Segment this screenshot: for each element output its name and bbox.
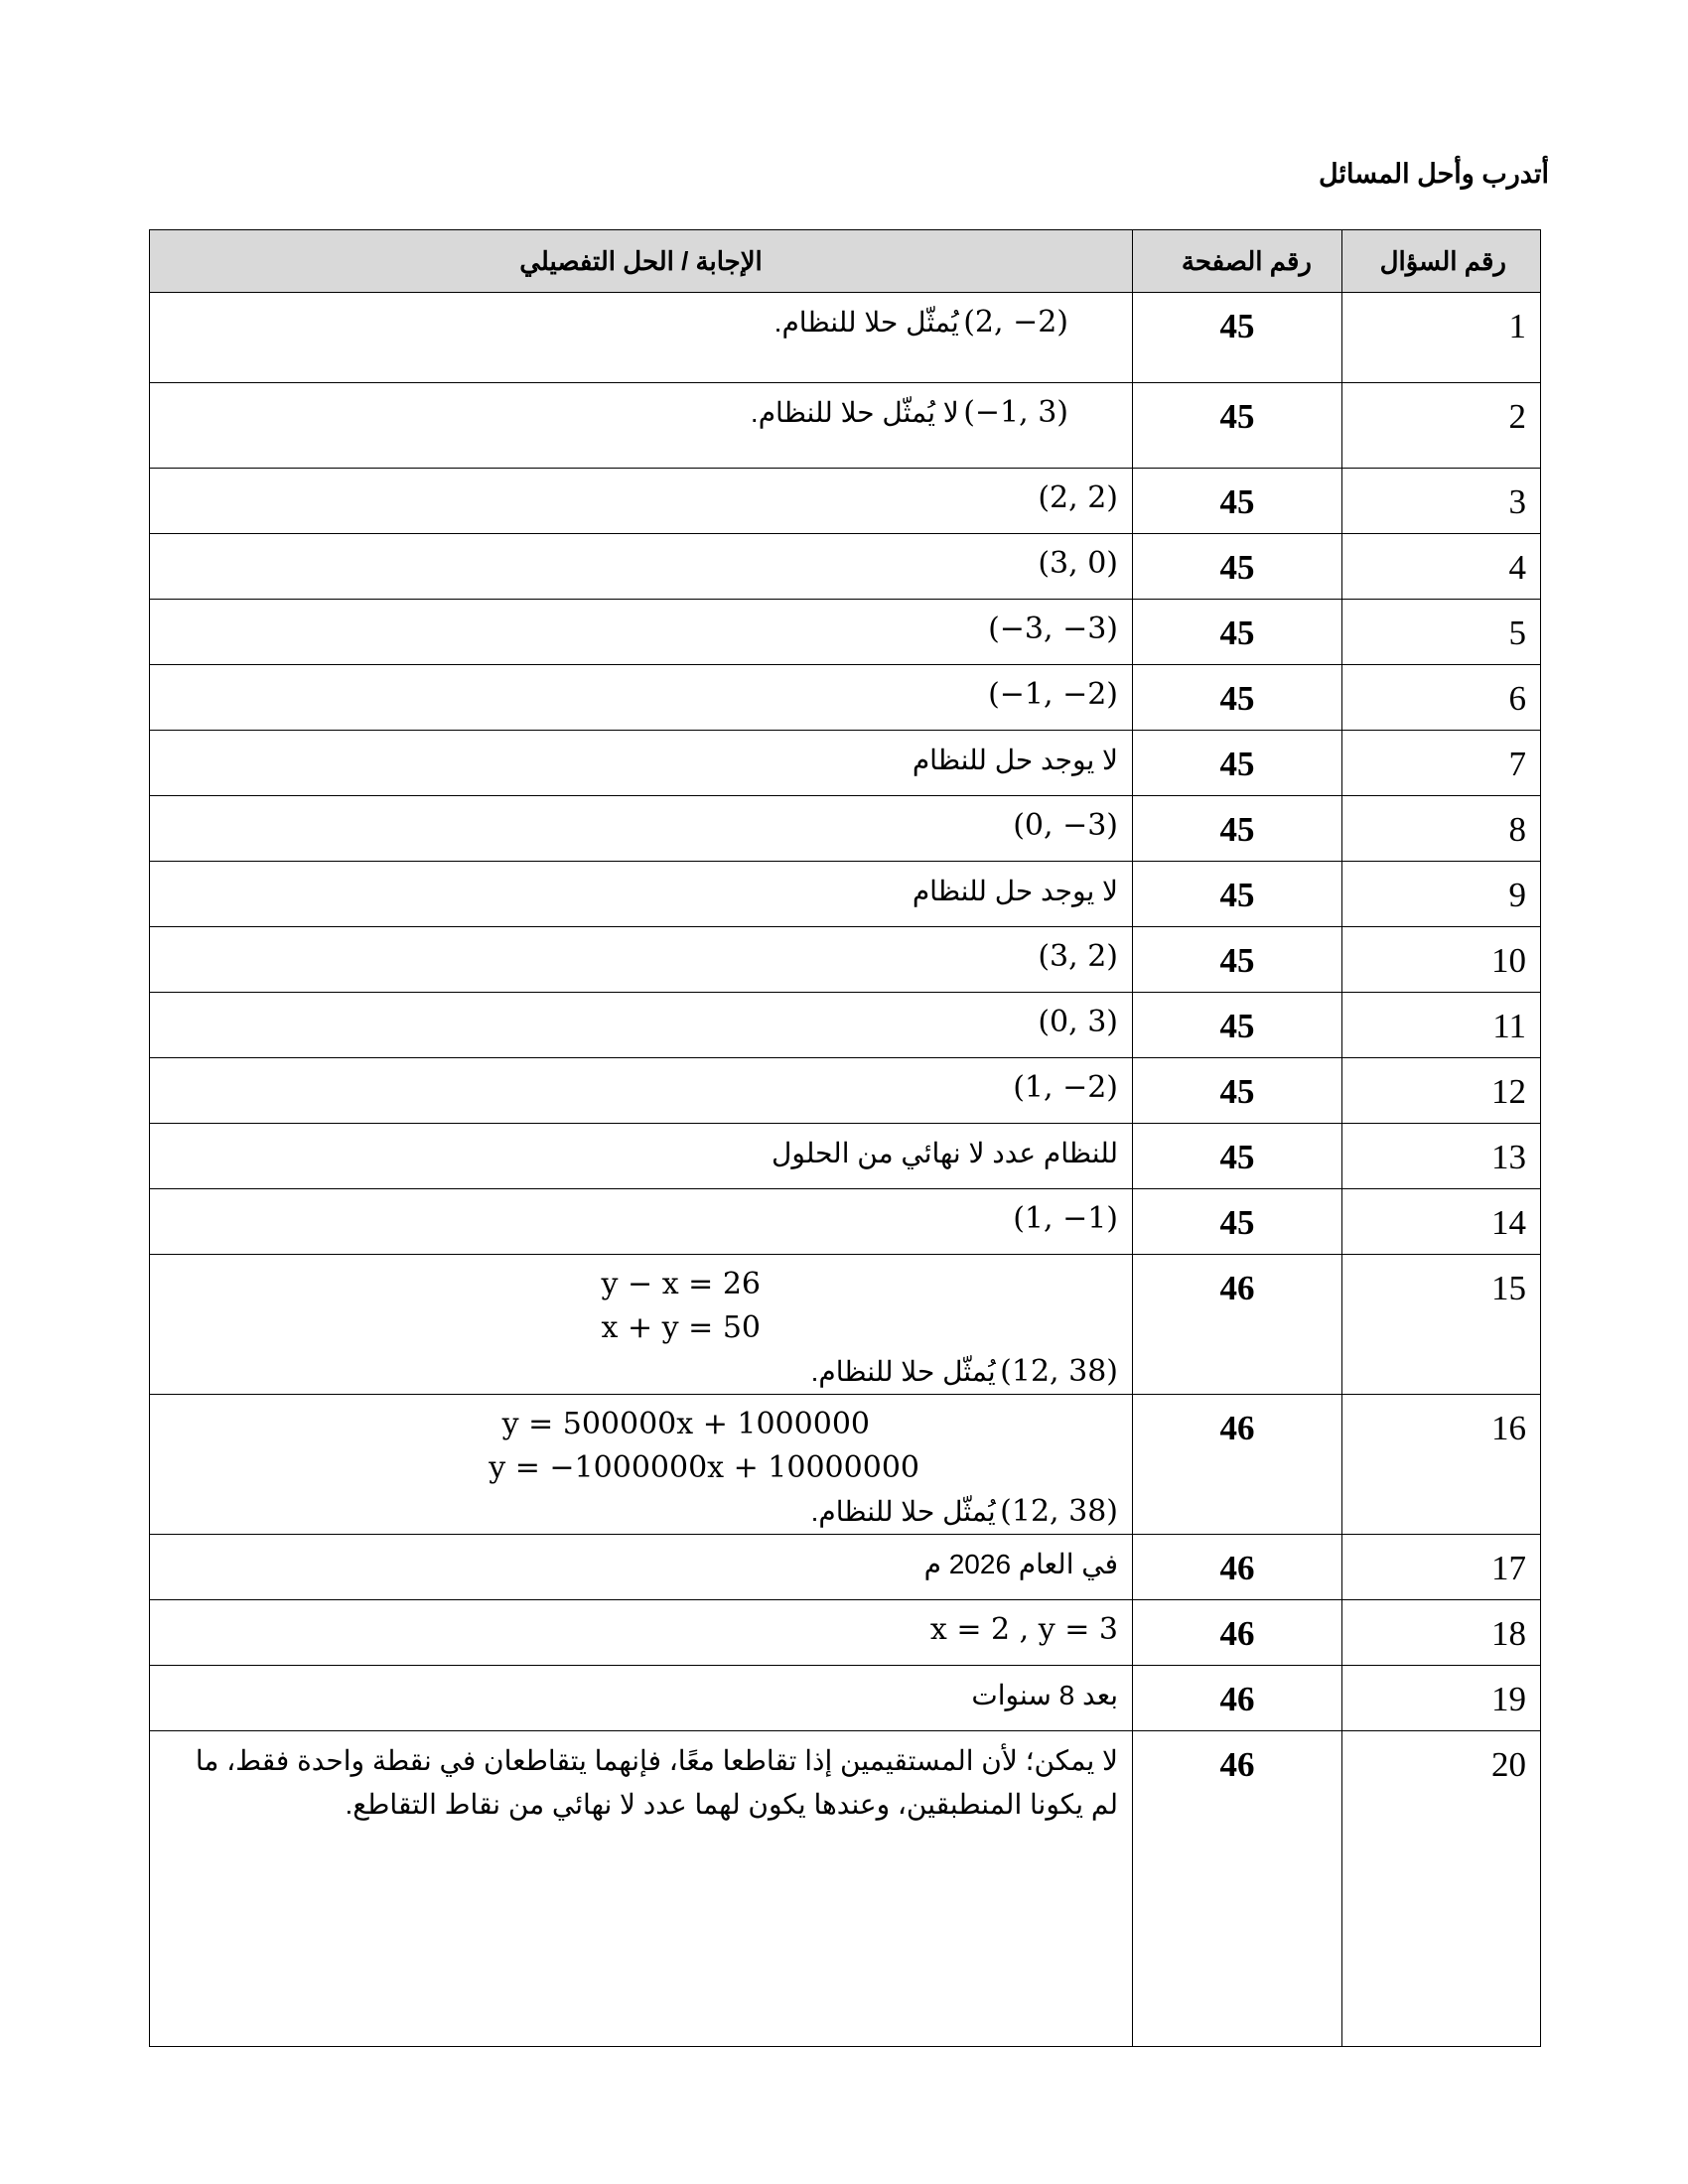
answer-cell: [150, 1600, 1133, 1666]
answer-math: (1, −1): [1013, 1201, 1118, 1236]
answer-cell: [150, 1666, 1133, 1731]
table-row: [150, 1255, 1541, 1395]
table-row: [150, 383, 1541, 469]
answer-math: (12, 38): [1000, 1354, 1118, 1389]
table-row: [150, 600, 1541, 665]
answer-cell: [150, 665, 1133, 731]
table-header-row: [150, 230, 1541, 293]
table-row: [150, 1666, 1541, 1731]
answer-cell: [150, 1189, 1133, 1255]
answer-math: (−1, 3): [963, 395, 1068, 430]
question-number: 8: [1342, 796, 1541, 862]
page-number: 45: [1133, 293, 1342, 383]
answer-math: (1, −2): [1013, 1070, 1118, 1105]
table-row: [150, 293, 1541, 383]
answer-math: (−1, −2): [988, 677, 1118, 712]
table-row: [150, 1395, 1541, 1535]
header-question-number: رقم السؤال: [1342, 230, 1541, 293]
question-number: 16: [1342, 1395, 1541, 1535]
table-row: [150, 469, 1541, 534]
answer-math: (12, 38): [1000, 1494, 1118, 1529]
table-row: [150, 1058, 1541, 1124]
question-number: 15: [1342, 1255, 1541, 1395]
answer-cell: [150, 600, 1133, 665]
page-number: 45: [1133, 796, 1342, 862]
answer-cell: [150, 383, 1133, 469]
page-number: 45: [1133, 927, 1342, 993]
answer-text: لا يوجد حل للنظام: [912, 876, 1118, 906]
table-row: [150, 862, 1541, 927]
page-number: 45: [1133, 469, 1342, 534]
table-row: [150, 731, 1541, 796]
table-row: [150, 1731, 1541, 2047]
question-number: 18: [1342, 1600, 1541, 1666]
page-number: 45: [1133, 383, 1342, 469]
answer-math: (2, −2): [963, 305, 1068, 340]
answer-text: للنظام عدد لا نهائي من الحلول: [772, 1138, 1118, 1168]
answer-equation: y = −1000000x + 10000000: [489, 1450, 919, 1485]
question-number: 17: [1342, 1535, 1541, 1600]
answer-text: بعد 8 سنوات: [971, 1680, 1118, 1710]
question-number: 1: [1342, 293, 1541, 383]
answer-equation: y − x = 26: [601, 1267, 761, 1301]
header-page-number: رقم الصفحة: [1133, 230, 1342, 293]
page-number: 45: [1133, 600, 1342, 665]
page-number: 45: [1133, 534, 1342, 600]
question-number: 7: [1342, 731, 1541, 796]
table-row: [150, 1600, 1541, 1666]
page-number: 46: [1133, 1535, 1342, 1600]
table-row: [150, 665, 1541, 731]
question-number: 2: [1342, 383, 1541, 469]
answer-cell: [150, 731, 1133, 796]
table-row: [150, 796, 1541, 862]
answer-cell: [150, 293, 1133, 383]
page-number: 46: [1133, 1666, 1342, 1731]
question-number: 10: [1342, 927, 1541, 993]
answer-cell: [150, 1395, 1133, 1535]
answer-equation: y = 500000x + 1000000: [501, 1407, 870, 1441]
answer-math: x = 2 , y = 3: [929, 1612, 1118, 1647]
table-row: [150, 1124, 1541, 1189]
page-number: 46: [1133, 1600, 1342, 1666]
page-number: 46: [1133, 1395, 1342, 1535]
table-row: [150, 927, 1541, 993]
table-row: [150, 993, 1541, 1058]
page-number: 45: [1133, 665, 1342, 731]
page-number: 45: [1133, 1058, 1342, 1124]
page-number: 45: [1133, 1189, 1342, 1255]
answer-cell: [150, 796, 1133, 862]
answer-text: في العام 2026 م: [923, 1549, 1118, 1579]
answer-cell: [150, 1058, 1133, 1124]
page-number: 46: [1133, 1731, 1342, 2047]
table-row: [150, 534, 1541, 600]
header-answer: الإجابة / الحل التفصيلي: [150, 230, 1133, 293]
answer-cell: [150, 1535, 1133, 1600]
answer-text: لا يُمثّل حلا للنظام.: [750, 397, 959, 428]
answer-cell: [150, 927, 1133, 993]
question-number: 19: [1342, 1666, 1541, 1731]
table-row: [150, 1535, 1541, 1600]
answer-math: (3, 2): [1038, 939, 1118, 974]
table-row: [150, 1189, 1541, 1255]
question-number: 3: [1342, 469, 1541, 534]
answer-math: (3, 0): [1038, 546, 1118, 581]
page-number: 46: [1133, 1255, 1342, 1395]
answer-text: يُمثّل حلا للنظام.: [810, 1496, 996, 1527]
question-number: 11: [1342, 993, 1541, 1058]
page-number: 45: [1133, 731, 1342, 796]
question-number: 13: [1342, 1124, 1541, 1189]
answer-equation: x + y = 50: [601, 1310, 761, 1345]
answer-cell: [150, 1731, 1133, 2047]
question-number: 6: [1342, 665, 1541, 731]
answer-cell: [150, 862, 1133, 927]
question-number: 5: [1342, 600, 1541, 665]
answer-math: (0, −3): [1013, 808, 1118, 843]
answer-math: (0, 3): [1038, 1005, 1118, 1039]
page-title: أتدرب وأحل المسائل: [1319, 159, 1549, 189]
page-number: 45: [1133, 993, 1342, 1058]
answer-text: لا يمكن؛ لأن المستقيمين إذا تقاطعا معًا، فإنهما يتقاطعان في نقطة واحدة فقط، ما لم يكونا المنطبقين، وعندها يكون لهما عدد لا نهائي من نقاط التقاطع.: [195, 1745, 1118, 1820]
answer-math: (2, 2): [1038, 480, 1118, 515]
answer-cell: [150, 469, 1133, 534]
question-number: 14: [1342, 1189, 1541, 1255]
page-number: 45: [1133, 1124, 1342, 1189]
answer-text: يُمثّل حلا للنظام.: [810, 1356, 996, 1387]
answer-text: لا يوجد حل للنظام: [912, 745, 1118, 775]
page-number: 45: [1133, 862, 1342, 927]
question-number: 12: [1342, 1058, 1541, 1124]
question-number: 9: [1342, 862, 1541, 927]
question-number: 20: [1342, 1731, 1541, 2047]
answer-cell: [150, 993, 1133, 1058]
answer-cell: [150, 1255, 1133, 1395]
answer-cell: [150, 1124, 1133, 1189]
answers-table: [149, 229, 1541, 2047]
answer-math: (−3, −3): [988, 612, 1118, 646]
answer-text: يُمثّل حلا للنظام.: [774, 307, 959, 338]
answer-cell: [150, 534, 1133, 600]
question-number: 4: [1342, 534, 1541, 600]
